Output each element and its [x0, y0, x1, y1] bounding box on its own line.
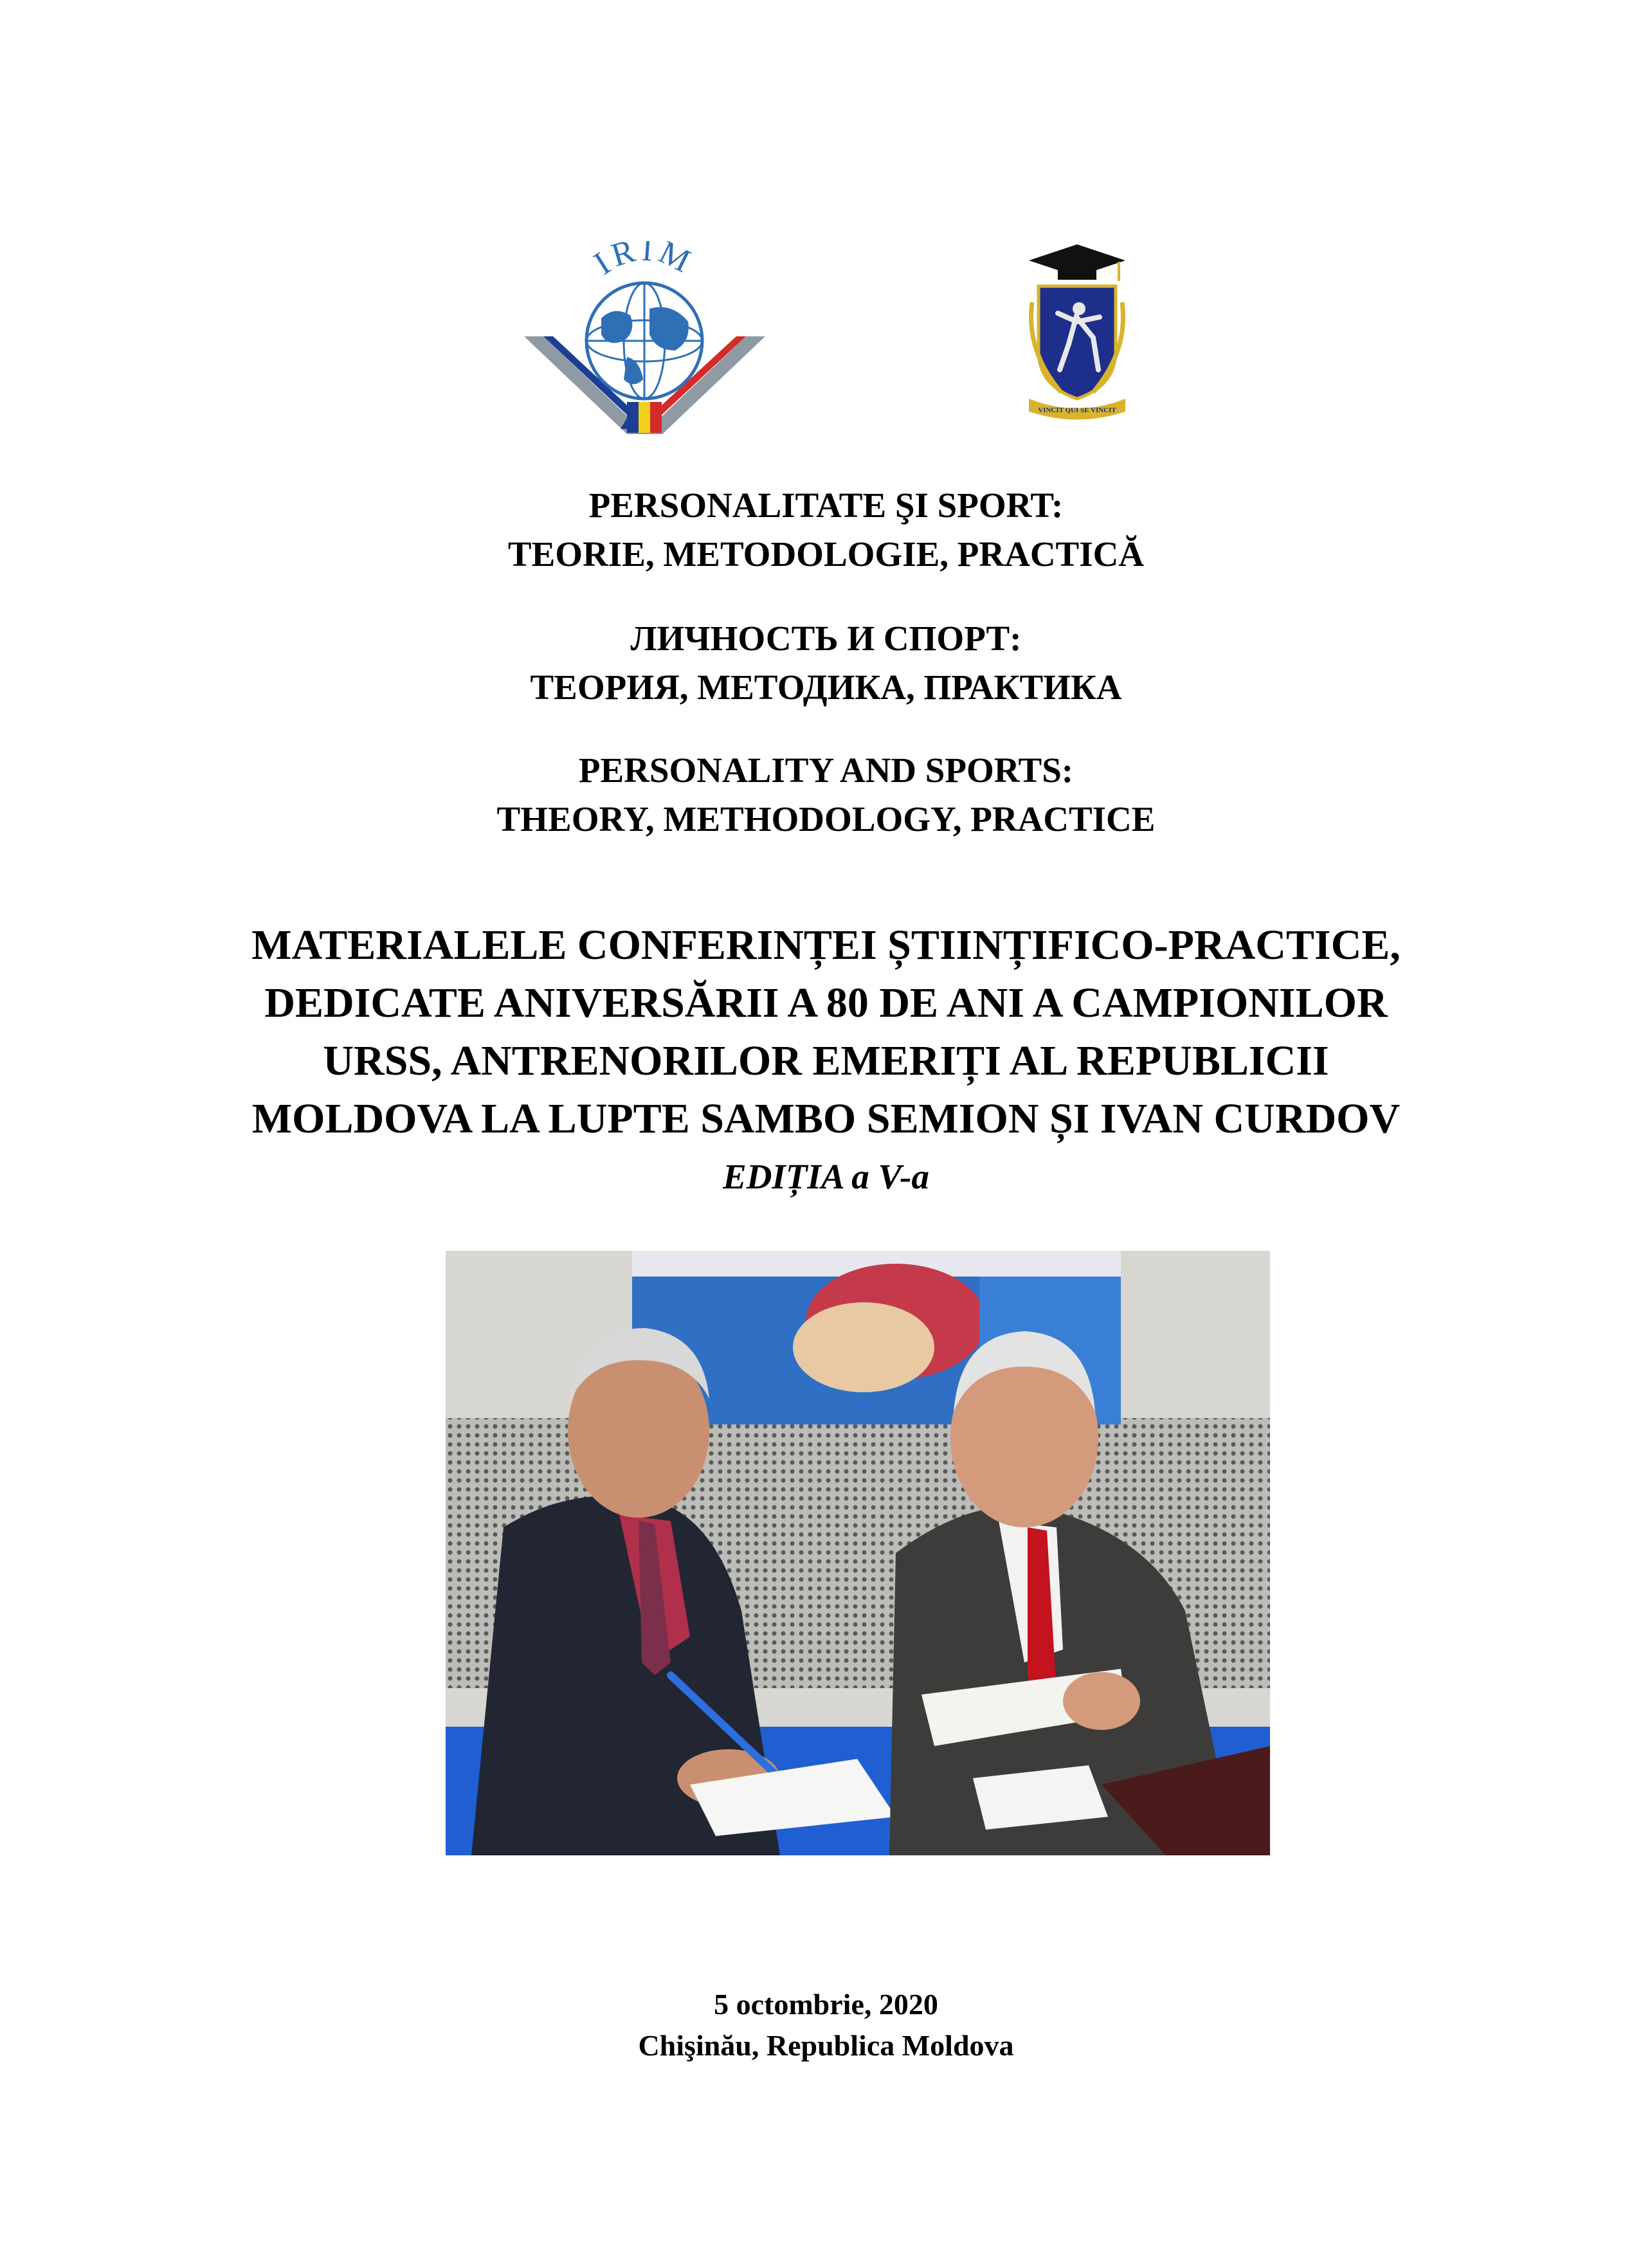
main-title-line4: MOLDOVA LA LUPTE SAMBO SEMION ȘI IVAN CURDOV — [251, 1095, 1401, 1142]
subtitle-en-line2: THEORY, METHODOLOGY, PRACTICE — [496, 799, 1156, 839]
irim-logo — [524, 241, 765, 434]
subtitle-russian — [0, 614, 1652, 712]
university-crest-logo — [1022, 241, 1132, 421]
main-title — [0, 916, 1652, 1148]
subtitle-english — [0, 746, 1652, 844]
footer-date: 5 octombrie, 2020 — [714, 1988, 938, 2021]
main-title-line1: MATERIALELE CONFERINȚEI ȘTIINȚIFICO-PRACTICE, — [251, 922, 1401, 969]
subtitle-en-line1: PERSONALITY AND SPORTS: — [578, 750, 1074, 790]
footer-place: Chişinău, Republica Moldova — [638, 2029, 1014, 2062]
subtitle-ro-line2: TEORIE, METODOLOGIE, PRACTICĂ — [507, 534, 1145, 574]
main-title-line2: DEDICATE ANIVERSĂRII A 80 DE ANI A CAMPIONILOR — [264, 979, 1388, 1026]
cover-photo — [446, 1251, 1270, 1855]
subtitle-romanian — [0, 481, 1652, 579]
crest-motto: VINCIT QUI SE VINCIT — [1038, 406, 1116, 414]
subtitle-ru-line2: ТЕОРИЯ, МЕТОДИКА, ПРАКТИКА — [530, 668, 1122, 707]
edition-label: EDIȚIA a V-a — [723, 1157, 929, 1196]
main-title-line3: URSS, ANTRENORILOR EMERIȚI AL REPUBLICII — [323, 1037, 1329, 1084]
footer — [0, 1984, 1652, 2066]
subtitle-ro-line1: PERSONALITATE ŞI SPORT: — [588, 486, 1064, 525]
irim-logo-text: IRIM — [587, 241, 700, 282]
subtitle-ru-line1: ЛИЧНОСТЬ И СПОРТ: — [630, 619, 1022, 658]
